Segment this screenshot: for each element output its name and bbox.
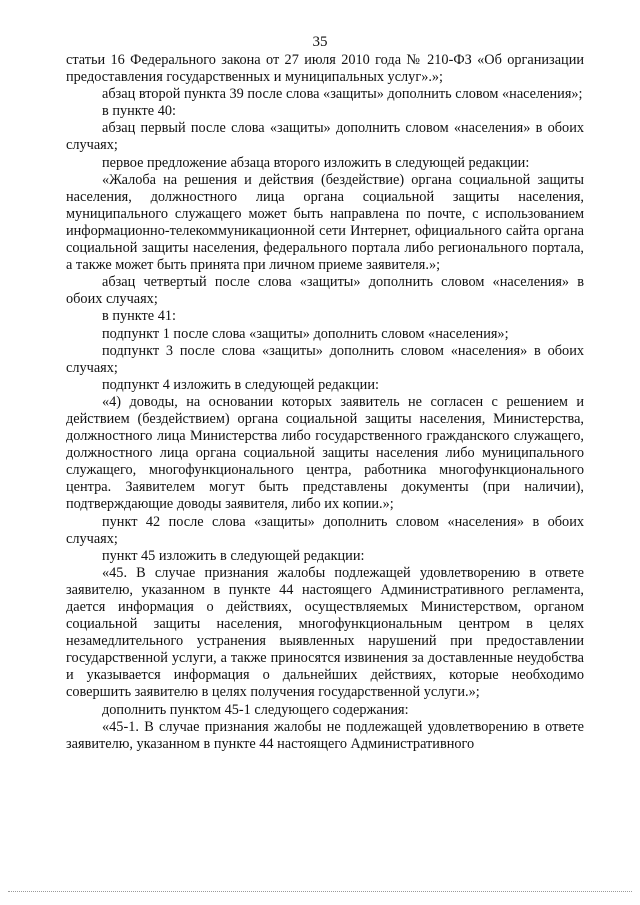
paragraph: абзац второй пункта 39 после слова «защиты» дополнить словом «населения»; bbox=[102, 86, 583, 103]
paragraph: подпункт 1 после слова «защиты» дополнить словом «населения»; bbox=[102, 325, 509, 342]
page-number: 35 bbox=[312, 34, 328, 50]
paragraph: первое предложение абзаца второго изложить в следующей редакции: bbox=[102, 154, 530, 171]
paragraph: пункт 45 изложить в следующей редакции: bbox=[102, 547, 365, 564]
paragraph: подпункт 4 изложить в следующей редакции: bbox=[102, 376, 379, 393]
paragraph: «4) доводы, на основании которых заявитель не согласен с решением и действием (бездействием) органа социальной защиты населения, Министерства, должностного лица Министерства либо государственного гражданского служащего, должностного лица органа социальной защиты населения либо муниципального служащего, многофункционального центра, работника многофункционального центра. Заявителем могут быть представлены документы (при наличии), подтверждающие доводы заявителя, либо их копии.»; bbox=[66, 393, 584, 513]
paragraph: подпункт 3 после слова «защиты» дополнить словом «населения» в обоих случаях; bbox=[66, 342, 584, 376]
paragraph: пункт 42 после слова «защиты» дополнить словом «населения» в обоих случаях; bbox=[66, 513, 584, 547]
paragraph: статьи 16 Федерального закона от 27 июля 2010 года № 210-ФЗ «Об организации предоставления государственных и муниципальных услуг».»; bbox=[66, 52, 584, 86]
paragraph: в пункте 41: bbox=[102, 308, 176, 325]
bottom-divider bbox=[8, 891, 632, 892]
paragraph: «45. В случае признания жалобы подлежащей удовлетворению в ответе заявителю, указанном в пункте 44 настоящего Административного регламента, дается информация о действиях, осуществляемых Министерством, органом социальной защиты населения, многофункциональным центром в целях незамедлительного устранения выявленных нарушений при предоставлении государственной услуги, а также приносятся извинения за доставленные неудобства и указывается информация о дальнейших действиях, которые необходимо совершить заявителю в целях получения государственной услуги.»; bbox=[66, 564, 584, 701]
paragraph: дополнить пунктом 45-1 следующего содержания: bbox=[102, 701, 409, 718]
paragraph: абзац четвертый после слова «защиты» дополнить словом «населения» в обоих случаях; bbox=[66, 274, 584, 308]
paragraph: «Жалоба на решения и действия (бездействие) органа социальной защиты населения, должностного лица органа социальной защиты населения, муниципального служащего может быть направлена по почте, с использованием информационно-телекоммуникационной сети Интернет, официального сайта органа социальной защиты населения, федерального портала либо регионального портала, а также может быть принята при личном приеме заявителя.»; bbox=[66, 171, 584, 274]
paragraph: в пункте 40: bbox=[102, 103, 176, 120]
paragraph: абзац первый после слова «защиты» дополнить словом «населения» в обоих случаях; bbox=[66, 120, 584, 154]
body-text bbox=[66, 52, 584, 753]
paragraph: «45-1. В случае признания жалобы не подлежащей удовлетворению в ответе заявителю, указанном в пункте 44 настоящего Административного bbox=[66, 718, 584, 752]
